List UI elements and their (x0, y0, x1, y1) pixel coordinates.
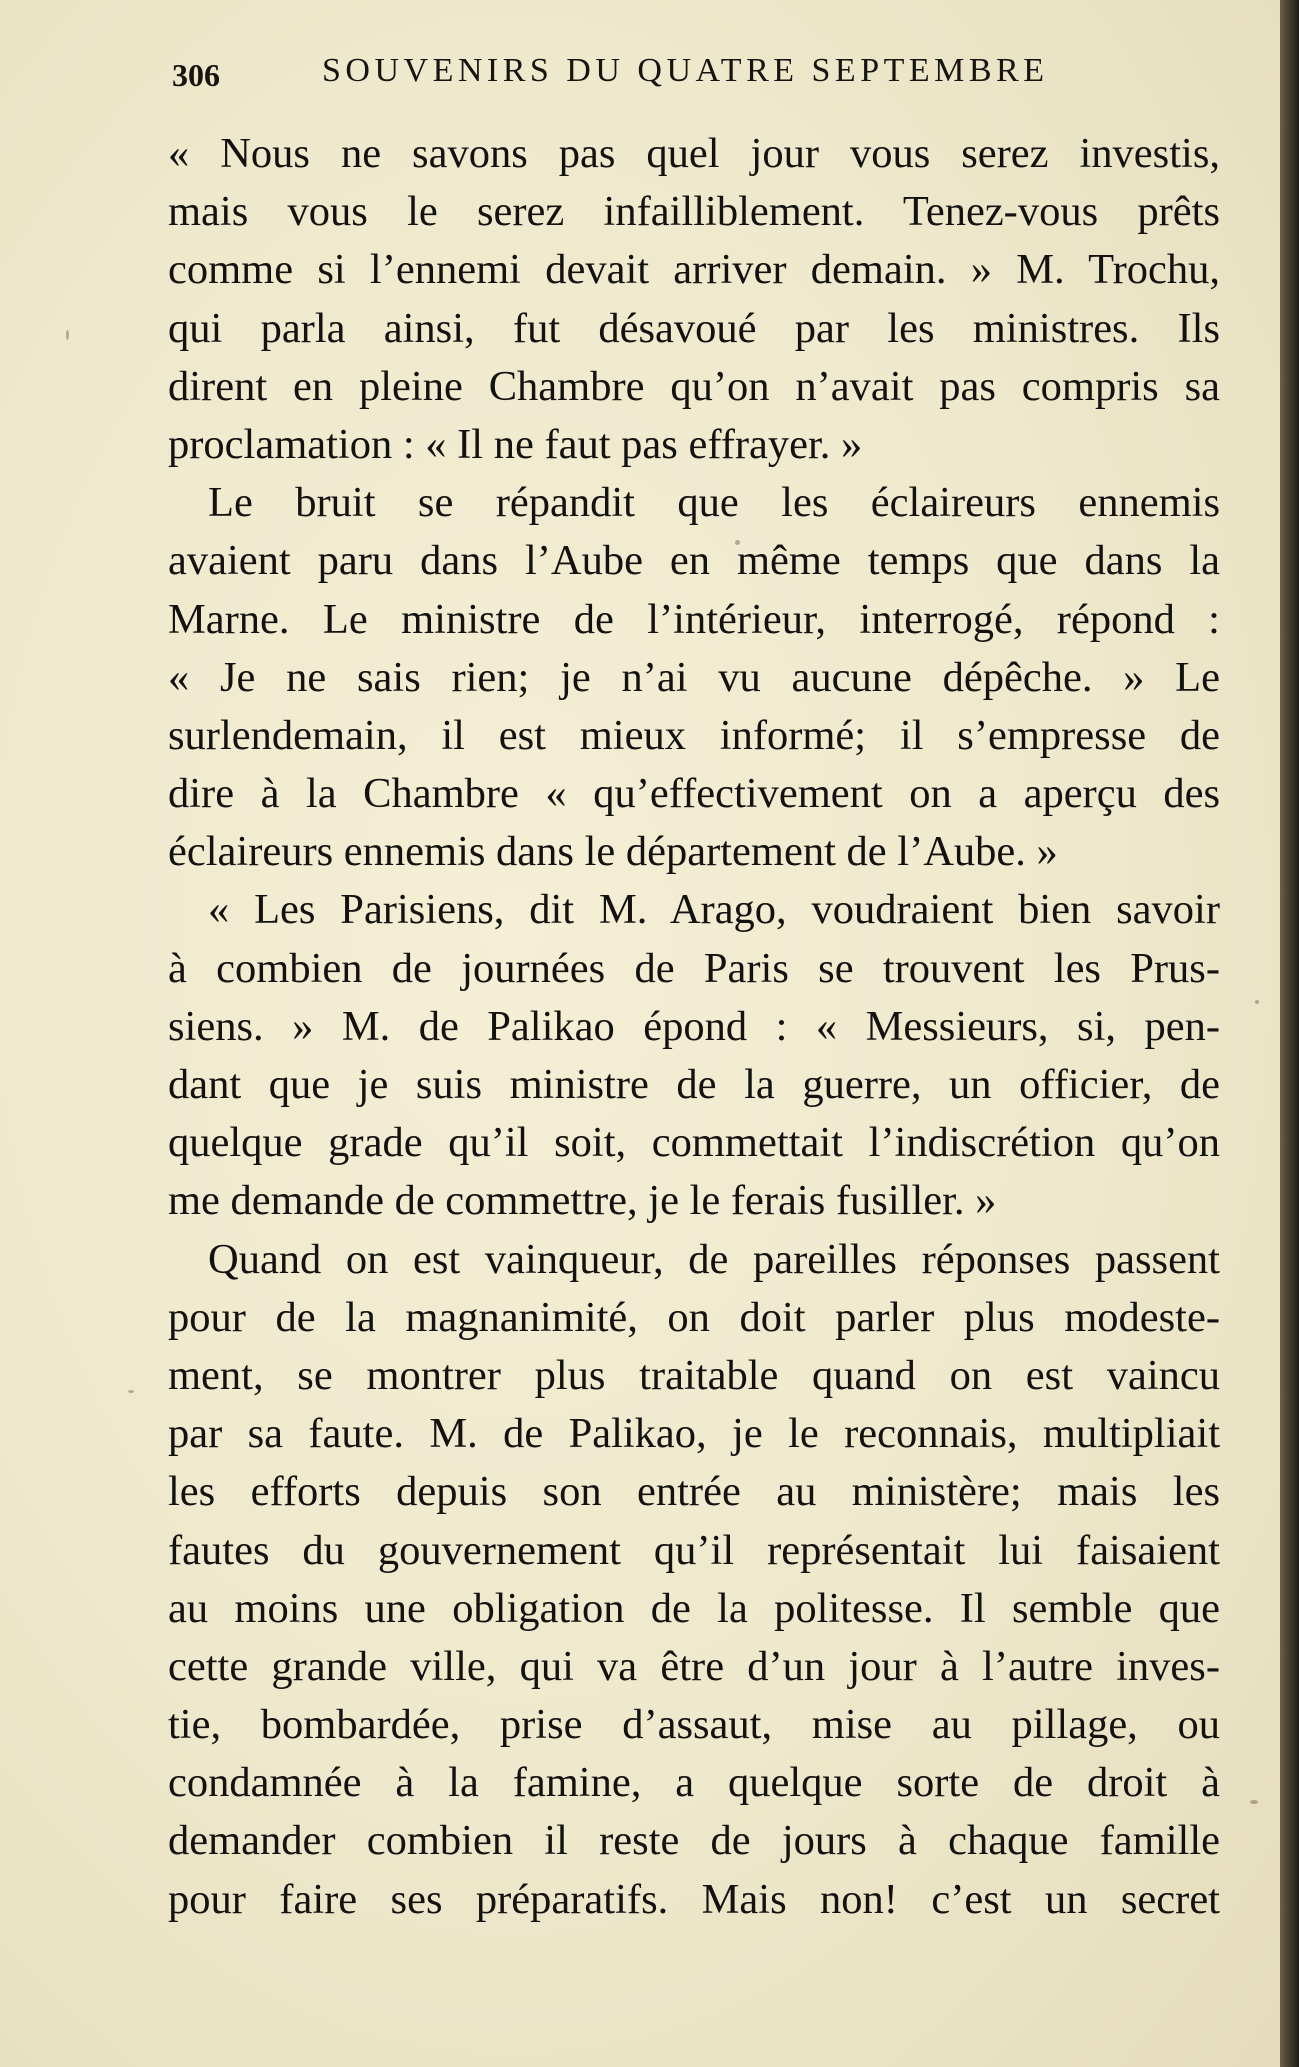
text-line: « Je ne sais rien; je n’ai vu aucune dépêche. » Le (168, 653, 1220, 701)
text-line: siens. » M. de Palikao épond : « Messieurs, si, pen- (168, 1002, 1220, 1050)
text-line: Quand on est vainqueur, de pareilles réponses passent (208, 1235, 1220, 1283)
text-line: pour de la magnanimité, on doit parler plus modeste- (168, 1293, 1220, 1341)
text-line: qui parla ainsi, fut désavoué par les ministres. Ils (168, 304, 1220, 352)
text-line: fautes du gouvernement qu’il représentait lui faisaient (168, 1526, 1220, 1574)
text-line: ment, se montrer plus traitable quand on est vaincu (168, 1351, 1220, 1399)
text-line: Marne. Le ministre de l’intérieur, interrogé, répond : (168, 595, 1220, 643)
ink-speck (1255, 1000, 1259, 1004)
ink-speck (128, 1390, 134, 1393)
text-line: condamnée à la famine, a quelque sorte de droit à (168, 1759, 1220, 1807)
text-line: au moins une obligation de la politesse. Il semble que (168, 1584, 1220, 1632)
text-line: cette grande ville, qui va être d’un jour à l’autre inves- (168, 1642, 1220, 1690)
text-line: « Nous ne savons pas quel jour vous serez investis, (168, 130, 1220, 177)
text-line: « Les Parisiens, dit M. Arago, voudraient bien savoir (208, 886, 1220, 934)
text-line: dire à la Chambre « qu’effectivement on a aperçu des (168, 770, 1220, 818)
text-line: quelque grade qu’il soit, commettait l’indiscrétion qu’on (168, 1119, 1220, 1167)
text-line: demander combien il reste de jours à chaque famille (168, 1817, 1220, 1865)
text-line: les efforts depuis son entrée au ministère; mais les (168, 1468, 1220, 1516)
page-edge-shadow (1280, 0, 1299, 2067)
text-line: à combien de journées de Paris se trouvent les Prus- (168, 944, 1220, 992)
text-line: me demande de commettre, je le ferais fusiller. » (168, 1177, 997, 1225)
text-line: par sa faute. M. de Palikao, je le reconnais, multipliait (168, 1410, 1220, 1458)
page-number: 306 (172, 57, 220, 93)
text-line: dant que je suis ministre de la guerre, un officier, de (168, 1061, 1220, 1108)
ink-speck (66, 330, 69, 340)
ink-speck (1250, 1800, 1258, 1804)
text-line: mais vous le serez infailliblement. Tenez-vous prêts (168, 188, 1220, 236)
running-head: SOUVENIRS DU QUATRE SEPTEMBRE (322, 52, 1049, 89)
ink-speck (735, 540, 740, 545)
text-line: Le bruit se répandit que les éclaireurs ennemis (208, 479, 1220, 527)
text-line: comme si l’ennemi devait arriver demain. » M. Trochu, (168, 246, 1220, 294)
text-line: tie, bombardée, prise d’assaut, mise au pillage, ou (168, 1701, 1220, 1749)
text-line: avaient paru dans l’Aube en même temps que dans la (168, 537, 1220, 585)
body-text (168, 125, 1220, 1929)
text-line: dirent en pleine Chambre qu’on n’avait pas compris sa (168, 362, 1220, 410)
text-line: éclaireurs ennemis dans le département de l’Aube. » (168, 828, 1058, 876)
text-line: pour faire ses préparatifs. Mais non! c’est un secret (168, 1875, 1220, 1923)
text-line: proclamation : « Il ne faut pas effrayer. » (168, 420, 863, 468)
page-header (172, 52, 1072, 102)
text-line: surlendemain, il est mieux informé; il s’empresse de (168, 711, 1220, 759)
